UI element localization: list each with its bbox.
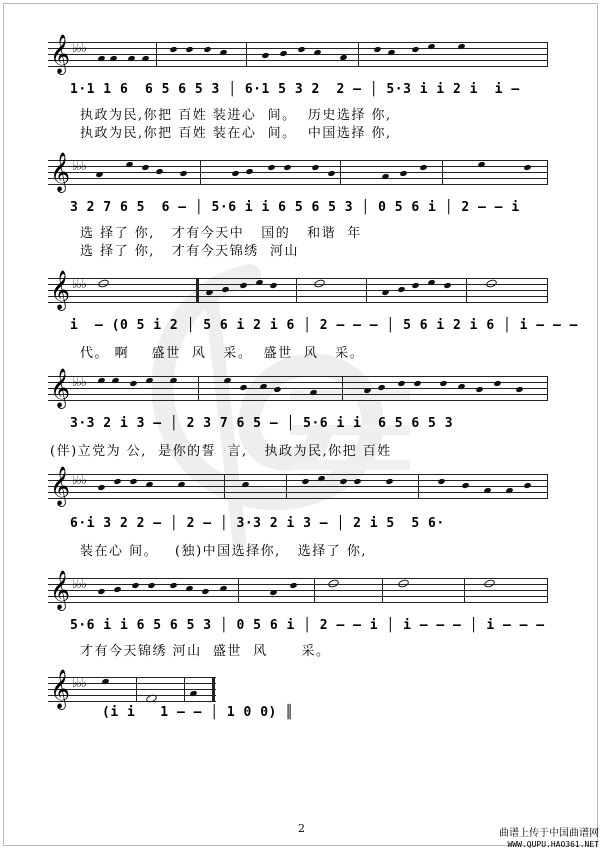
key-signature-flats-icon: ♭♭♭ — [72, 159, 86, 173]
treble-clef-icon: 𝄞 — [50, 270, 71, 310]
staff-2 — [48, 152, 548, 192]
key-signature-flats-icon: ♭♭♭ — [72, 676, 86, 690]
staff-6 — [48, 570, 548, 610]
treble-clef-icon: 𝄞 — [50, 368, 71, 408]
lyric-line-1: 选 择了 你, 才有今天中 国的 和谐 年 — [80, 226, 362, 241]
site-credit-name: 曲谱上传于中国曲谱网 — [499, 828, 599, 839]
numbered-notation-row: (i i 1 – – │ 1 0 0) ║ — [102, 705, 294, 720]
staff-4 — [48, 368, 548, 408]
staff-3 — [48, 270, 548, 310]
numbered-notation-row: 3 2 7 6 5 6 – │ 5·6 i i 6 5 6 5 3 │ 0 5 6 i │ 2 – – i — [70, 200, 520, 215]
key-signature-flats-icon: ♭♭♭ — [72, 277, 86, 291]
site-credit — [499, 828, 599, 850]
lyric-line-1: 才有今天锦绣 河山 盛世 风 采。 — [80, 644, 331, 659]
lyric-line-1: 代。 啊 盛世 风 采。 盛世 风 采。 — [80, 346, 365, 361]
treble-clef-icon: 𝄞 — [50, 570, 71, 610]
treble-clef-icon: 𝄞 — [50, 34, 71, 74]
key-signature-flats-icon: ♭♭♭ — [72, 473, 86, 487]
treble-clef-icon: 𝄞 — [50, 466, 71, 506]
site-credit-url: WWW.QUPU.HAO361.NET — [507, 840, 599, 849]
staff-7 — [48, 669, 216, 709]
lyric-line-2: 执政为民,你把 百姓 装在心 间。 中国选择 你, — [80, 126, 392, 141]
key-signature-flats-icon: ♭♭♭ — [72, 375, 86, 389]
staff-5 — [48, 466, 548, 506]
lyric-line-2: 选 择了 你, 才有今天锦绣 河山 — [80, 244, 300, 259]
staff-1 — [48, 34, 548, 74]
page-number: 2 — [298, 822, 305, 835]
key-signature-flats-icon: ♭♭♭ — [72, 577, 86, 591]
numbered-notation-row: i – (0 5 i 2 │ 5 6 i 2 i 6 │ 2 – – – │ 5 6 i 2 i 6 │ i – – – — [70, 318, 578, 333]
lyric-line-1: (伴)立党为 公, 是你的誓 言, 执政为民,你把 百姓 — [50, 444, 392, 459]
numbered-notation-row: 1·1 1 6 6 5 6 5 3 │ 6·1 5 3 2 2 – │ 5·3 i i 2 i i – — [70, 82, 520, 97]
lyric-line-1: 执政为民,你把 百姓 装进心 间。 历史选择 你, — [80, 108, 392, 123]
treble-clef-icon: 𝄞 — [50, 669, 71, 709]
numbered-notation-row: 3·3 2 i 3 – │ 2 3 7 6 5 – │ 5·6 i i 6 5 6 5 3 — [70, 416, 454, 431]
treble-clef-icon: 𝄞 — [50, 152, 71, 192]
numbered-notation-row: 6·i 3 2 2 – │ 2 – │ 3·3 2 i 3 – │ 2 i 5 5 6· — [70, 516, 445, 531]
lyric-line-1: 装在心 间。 (独)中国选择你, 选择了 你, — [80, 544, 367, 559]
numbered-notation-row: 5·6 i i 6 5 6 5 3 │ 0 5 6 i │ 2 – – i │ i – – – │ i – – – — [70, 618, 545, 633]
key-signature-flats-icon: ♭♭♭ — [72, 41, 86, 55]
